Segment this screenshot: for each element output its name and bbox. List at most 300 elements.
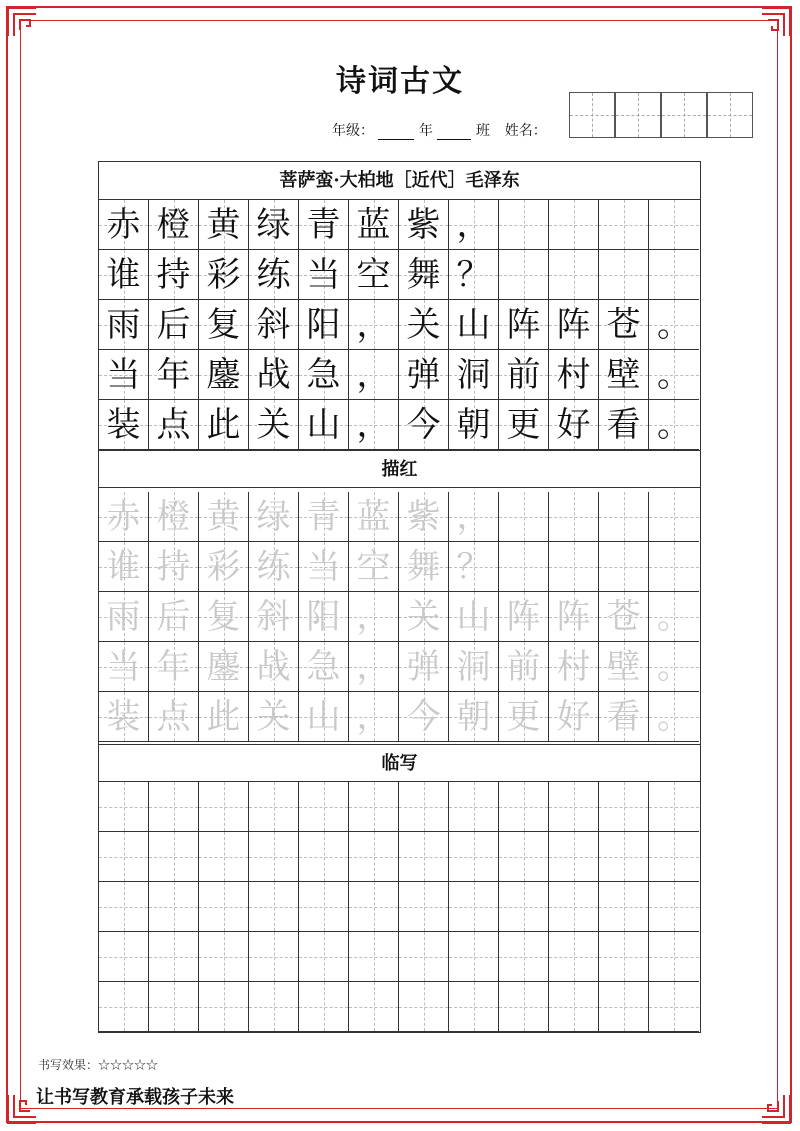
poem-cell	[499, 350, 549, 400]
trace-cell[interactable]	[399, 692, 449, 742]
copy-cell[interactable]	[249, 932, 299, 982]
poem-row	[99, 350, 700, 400]
trace-character: 洞	[456, 647, 491, 687]
poem-cell	[149, 300, 199, 350]
trace-cell[interactable]	[149, 542, 199, 592]
trace-character: ，	[356, 647, 391, 687]
copy-cell[interactable]	[349, 932, 399, 982]
grade-label: 年级：	[332, 123, 374, 139]
copy-cell[interactable]	[649, 932, 699, 982]
trace-cell[interactable]	[449, 642, 499, 692]
trace-character: 空	[356, 547, 391, 587]
trace-character: 年	[156, 647, 191, 687]
poem-character: 关	[256, 405, 291, 445]
copy-cell[interactable]	[249, 982, 299, 1032]
poem-cell	[349, 200, 399, 250]
copy-cell[interactable]	[649, 982, 699, 1032]
name-label: 姓名：	[504, 123, 547, 139]
trace-character: 蓝	[356, 497, 391, 537]
copy-cell[interactable]	[399, 832, 449, 882]
trace-character: 关	[406, 597, 441, 637]
copy-cell[interactable]	[449, 882, 499, 932]
trace-cell[interactable]	[399, 492, 449, 542]
poem-character: 练	[256, 255, 291, 295]
trace-character: 此	[206, 697, 241, 737]
poem-character: 紫	[406, 205, 441, 245]
copy-cell[interactable]	[649, 832, 699, 882]
trace-character: ？	[456, 547, 491, 587]
poem-character: 持	[156, 255, 191, 295]
trace-character: 好	[556, 697, 591, 737]
copy-cell[interactable]	[149, 882, 199, 932]
trace-character: 。	[657, 647, 691, 687]
corner-ornament	[760, 6, 792, 38]
trace-character: 黄	[206, 497, 241, 537]
poem-character: 阵	[506, 305, 541, 345]
trace-character: 鏖	[206, 647, 241, 687]
poem-character: 阳	[306, 305, 341, 345]
trace-row	[99, 542, 700, 592]
poem-character: 朝	[456, 405, 491, 445]
poem-cell	[199, 400, 249, 450]
copy-cell[interactable]	[249, 832, 299, 882]
poem-cell	[599, 200, 649, 250]
poem-cell	[249, 200, 299, 250]
poem-cell	[249, 350, 299, 400]
trace-character: 练	[256, 547, 291, 587]
poem-cell	[99, 350, 149, 400]
trace-character: 山	[306, 697, 341, 737]
poem-cell	[299, 400, 349, 450]
copy-cell[interactable]	[299, 982, 349, 1032]
trace-character: 村	[556, 647, 591, 687]
trace-cell[interactable]	[499, 542, 549, 592]
trace-cell[interactable]	[449, 542, 499, 592]
copy-cell[interactable]	[299, 932, 349, 982]
corner-ornament	[6, 6, 38, 38]
corner-ornament	[760, 1093, 792, 1125]
trace-cell[interactable]	[599, 642, 649, 692]
poem-cell	[399, 250, 449, 300]
poem-cell	[249, 250, 299, 300]
trace-cell[interactable]	[649, 542, 699, 592]
trace-character: 后	[156, 597, 191, 637]
copy-cell[interactable]	[349, 832, 399, 882]
poem-character: 关	[406, 305, 441, 345]
trace-cell[interactable]	[249, 592, 299, 642]
poem-character: 当	[106, 355, 141, 395]
corner-ornament	[6, 1093, 38, 1125]
trace-row	[99, 592, 700, 642]
copy-cell[interactable]	[499, 782, 549, 832]
copy-cell[interactable]	[499, 832, 549, 882]
trace-cell[interactable]	[549, 592, 599, 642]
poem-cell	[599, 350, 649, 400]
trace-cell[interactable]	[349, 592, 399, 642]
writing-sheet	[98, 161, 701, 1033]
poem-character: 。	[657, 355, 691, 395]
trace-cell[interactable]	[299, 592, 349, 642]
poem-character: 急	[306, 355, 341, 395]
poem-character: 壁	[606, 355, 641, 395]
poem-cell	[349, 300, 399, 350]
poem-cell	[649, 200, 699, 250]
trace-cell[interactable]	[599, 492, 649, 542]
trace-row	[99, 642, 700, 692]
poem-character: 看	[606, 405, 641, 445]
poem-cell	[599, 300, 649, 350]
trace-character: 苍	[606, 597, 641, 637]
trace-character: 关	[256, 697, 291, 737]
grade-blank[interactable]	[378, 125, 414, 140]
poem-character: 绿	[256, 205, 291, 245]
trace-cell[interactable]	[649, 592, 699, 642]
poem-cell	[99, 300, 149, 350]
trace-cell[interactable]	[99, 492, 149, 542]
copy-row	[99, 932, 700, 982]
poem-character: 今	[406, 405, 441, 445]
poem-character: 装	[106, 405, 141, 445]
trace-cell[interactable]	[199, 692, 249, 742]
trace-cell[interactable]	[349, 542, 399, 592]
copy-cell[interactable]	[499, 932, 549, 982]
trace-cell[interactable]	[199, 592, 249, 642]
copy-cell[interactable]	[349, 982, 399, 1032]
copy-cell[interactable]	[299, 832, 349, 882]
poem-character: ，	[356, 355, 391, 395]
trace-cell[interactable]	[499, 492, 549, 542]
trace-cell[interactable]	[99, 692, 149, 742]
trace-cell[interactable]	[199, 542, 249, 592]
poem-cell	[499, 400, 549, 450]
trace-cell[interactable]	[449, 692, 499, 742]
trace-cell[interactable]	[449, 592, 499, 642]
trace-cell[interactable]	[149, 492, 199, 542]
trace-heading: 描红	[99, 450, 700, 488]
poem-cell	[449, 200, 499, 250]
trace-cell[interactable]	[249, 492, 299, 542]
copy-cell[interactable]	[399, 882, 449, 932]
name-cell[interactable]	[569, 92, 615, 138]
trace-character: 。	[657, 597, 691, 637]
trace-character: 山	[456, 597, 491, 637]
poem-character: 当	[306, 255, 341, 295]
trace-cell[interactable]	[349, 492, 399, 542]
trace-character: 赤	[106, 497, 141, 537]
class-label: 班	[475, 123, 490, 139]
poem-cell	[149, 250, 199, 300]
trace-character: 彩	[206, 547, 241, 587]
poem-character: 年	[156, 355, 191, 395]
trace-cell[interactable]	[99, 542, 149, 592]
poem-cell	[399, 200, 449, 250]
poem-cell	[299, 250, 349, 300]
copy-cell[interactable]	[549, 932, 599, 982]
poem-character: ，	[356, 305, 391, 345]
copy-row	[99, 782, 700, 832]
poem-character: 苍	[606, 305, 641, 345]
poem-cell	[649, 400, 699, 450]
poem-cell	[499, 250, 549, 300]
copy-cell[interactable]	[399, 982, 449, 1032]
poem-cell	[649, 300, 699, 350]
poem-character: 山	[306, 405, 341, 445]
copy-cell[interactable]	[249, 782, 299, 832]
copy-row	[99, 982, 700, 1032]
copy-cell[interactable]	[549, 832, 599, 882]
poem-character: 好	[556, 405, 591, 445]
poem-character: 洞	[456, 355, 491, 395]
trace-character: 橙	[156, 497, 191, 537]
trace-cell[interactable]	[599, 692, 649, 742]
trace-cell[interactable]	[299, 492, 349, 542]
trace-cell[interactable]	[149, 642, 199, 692]
trace-cell[interactable]	[299, 542, 349, 592]
trace-cell[interactable]	[549, 692, 599, 742]
poem-cell	[199, 250, 249, 300]
poem-cell	[649, 350, 699, 400]
year-label: 年	[418, 123, 433, 139]
poem-cell	[149, 400, 199, 450]
trace-cell[interactable]	[499, 692, 549, 742]
poem-cell	[299, 300, 349, 350]
copy-cell[interactable]	[249, 882, 299, 932]
trace-cell[interactable]	[149, 592, 199, 642]
copy-cell[interactable]	[149, 932, 199, 982]
trace-row	[99, 492, 700, 542]
copy-cell[interactable]	[149, 982, 199, 1032]
trace-cell[interactable]	[399, 592, 449, 642]
poem-cell	[399, 350, 449, 400]
poem-cell	[249, 300, 299, 350]
poem-character: 前	[506, 355, 541, 395]
name-cell[interactable]	[707, 92, 753, 138]
copy-cell[interactable]	[449, 832, 499, 882]
trace-cell[interactable]	[99, 642, 149, 692]
poem-cell	[399, 300, 449, 350]
copy-cell[interactable]	[599, 982, 649, 1032]
poem-cell	[349, 350, 399, 400]
name-cell[interactable]	[615, 92, 661, 138]
copy-cell[interactable]	[599, 782, 649, 832]
page-title: 诗词古文	[336, 64, 464, 99]
poem-cell	[399, 400, 449, 450]
copy-cell[interactable]	[199, 932, 249, 982]
name-cell[interactable]	[661, 92, 707, 138]
copy-cell[interactable]	[599, 932, 649, 982]
poem-character: ？	[456, 255, 491, 295]
copy-cell[interactable]	[499, 982, 549, 1032]
trace-character: ，	[456, 497, 491, 537]
trace-cell[interactable]	[249, 542, 299, 592]
copy-cell[interactable]	[299, 882, 349, 932]
copy-cell[interactable]	[399, 932, 449, 982]
poem-character: ，	[456, 205, 491, 245]
trace-character: 绿	[256, 497, 291, 537]
trace-character: 持	[156, 547, 191, 587]
copy-cell[interactable]	[449, 932, 499, 982]
copy-cell[interactable]	[199, 782, 249, 832]
poem-cell	[149, 350, 199, 400]
trace-cell[interactable]	[349, 642, 399, 692]
trace-cell[interactable]	[499, 592, 549, 642]
trace-character: ，	[356, 697, 391, 737]
poem-character: 更	[506, 405, 541, 445]
trace-character: 壁	[606, 647, 641, 687]
poem-character: 谁	[106, 255, 141, 295]
class-blank[interactable]	[437, 125, 471, 140]
poem-character: 此	[206, 405, 241, 445]
poem-character: 橙	[156, 205, 191, 245]
trace-cell[interactable]	[149, 692, 199, 742]
poem-cell	[599, 250, 649, 300]
copy-row	[99, 882, 700, 932]
trace-cell[interactable]	[549, 492, 599, 542]
poem-cell	[549, 250, 599, 300]
trace-cell[interactable]	[449, 492, 499, 542]
poem-cell	[549, 350, 599, 400]
poem-character: 鏖	[206, 355, 241, 395]
poem-character: 阵	[556, 305, 591, 345]
trace-character: 斜	[256, 597, 291, 637]
trace-cell[interactable]	[299, 692, 349, 742]
poem-cell	[299, 350, 349, 400]
trace-character: 今	[406, 697, 441, 737]
copy-cell[interactable]	[449, 782, 499, 832]
trace-cell[interactable]	[549, 542, 599, 592]
trace-cell[interactable]	[549, 642, 599, 692]
copy-cell[interactable]	[549, 882, 599, 932]
poem-cell	[349, 400, 399, 450]
poem-character: 山	[456, 305, 491, 345]
trace-row	[99, 692, 700, 742]
trace-character: 舞	[406, 547, 441, 587]
poem-cell	[449, 300, 499, 350]
trace-character: 复	[206, 597, 241, 637]
copy-cell[interactable]	[449, 982, 499, 1032]
trace-cell[interactable]	[349, 692, 399, 742]
trace-cell[interactable]	[249, 642, 299, 692]
copy-cell[interactable]	[99, 882, 149, 932]
trace-character: 阳	[306, 597, 341, 637]
poem-cell	[99, 400, 149, 450]
poem-character: 舞	[406, 255, 441, 295]
trace-cell[interactable]	[499, 642, 549, 692]
poem-character: 赤	[106, 205, 141, 245]
copy-cell[interactable]	[649, 882, 699, 932]
copy-cell[interactable]	[199, 832, 249, 882]
poem-row	[99, 200, 700, 250]
poem-character: 彩	[206, 255, 241, 295]
poem-character: 。	[657, 405, 691, 445]
writing-effect-rating: 书写效果：☆☆☆☆☆	[38, 1058, 159, 1072]
footer-slogan: 让书写教育承载孩子未来	[36, 1087, 234, 1108]
poem-character: 黄	[206, 205, 241, 245]
trace-character: 装	[106, 697, 141, 737]
poem-cell	[249, 400, 299, 450]
copy-cell[interactable]	[199, 982, 249, 1032]
copy-heading: 临写	[99, 744, 700, 782]
copy-cell[interactable]	[599, 882, 649, 932]
copy-cell[interactable]	[349, 882, 399, 932]
poem-character: 空	[356, 255, 391, 295]
copy-cell[interactable]	[549, 782, 599, 832]
poem-cell	[199, 200, 249, 250]
trace-character: 当	[106, 647, 141, 687]
trace-character: 战	[256, 647, 291, 687]
poem-cell	[99, 250, 149, 300]
copy-cell[interactable]	[649, 782, 699, 832]
trace-character: 点	[156, 697, 191, 737]
copy-cell[interactable]	[399, 782, 449, 832]
trace-character: 看	[606, 697, 641, 737]
trace-character: 紫	[406, 497, 441, 537]
copy-cell[interactable]	[99, 982, 149, 1032]
trace-cell[interactable]	[399, 542, 449, 592]
trace-cell[interactable]	[599, 542, 649, 592]
poem-cell	[549, 400, 599, 450]
poem-character: 青	[306, 205, 341, 245]
poem-character: 弹	[406, 355, 441, 395]
copy-cell[interactable]	[149, 782, 199, 832]
poem-cell	[499, 200, 549, 250]
trace-character: 当	[306, 547, 341, 587]
copy-cell[interactable]	[549, 982, 599, 1032]
trace-cell[interactable]	[399, 642, 449, 692]
trace-cell[interactable]	[249, 692, 299, 742]
trace-cell[interactable]	[649, 642, 699, 692]
trace-cell[interactable]	[199, 492, 249, 542]
poem-cell	[149, 200, 199, 250]
trace-cell[interactable]	[99, 592, 149, 642]
student-info	[332, 120, 547, 140]
copy-cell[interactable]	[149, 832, 199, 882]
copy-row	[99, 832, 700, 882]
trace-character: 朝	[456, 697, 491, 737]
copy-cell[interactable]	[599, 832, 649, 882]
copy-cell[interactable]	[99, 832, 149, 882]
poem-heading: 菩萨蛮·大柏地［近代］毛泽东	[99, 162, 700, 200]
copy-cell[interactable]	[99, 782, 149, 832]
poem-cell	[199, 350, 249, 400]
poem-cell	[599, 400, 649, 450]
trace-cell[interactable]	[649, 692, 699, 742]
copy-cell[interactable]	[199, 882, 249, 932]
trace-character: 阵	[506, 597, 541, 637]
poem-row	[99, 250, 700, 300]
poem-cell	[199, 300, 249, 350]
trace-character: 弹	[406, 647, 441, 687]
trace-character: ，	[356, 597, 391, 637]
poem-cell	[449, 400, 499, 450]
copy-cell[interactable]	[349, 782, 399, 832]
trace-cell[interactable]	[649, 492, 699, 542]
trace-cell[interactable]	[199, 642, 249, 692]
poem-cell	[449, 350, 499, 400]
poem-character: 蓝	[356, 205, 391, 245]
trace-character: 阵	[556, 597, 591, 637]
trace-character: 更	[506, 697, 541, 737]
copy-cell[interactable]	[499, 882, 549, 932]
trace-cell[interactable]	[599, 592, 649, 642]
trace-cell[interactable]	[299, 642, 349, 692]
copy-cell[interactable]	[99, 932, 149, 982]
trace-character: 青	[306, 497, 341, 537]
poem-cell	[449, 250, 499, 300]
poem-character: 斜	[256, 305, 291, 345]
copy-cell[interactable]	[299, 782, 349, 832]
poem-cell	[349, 250, 399, 300]
